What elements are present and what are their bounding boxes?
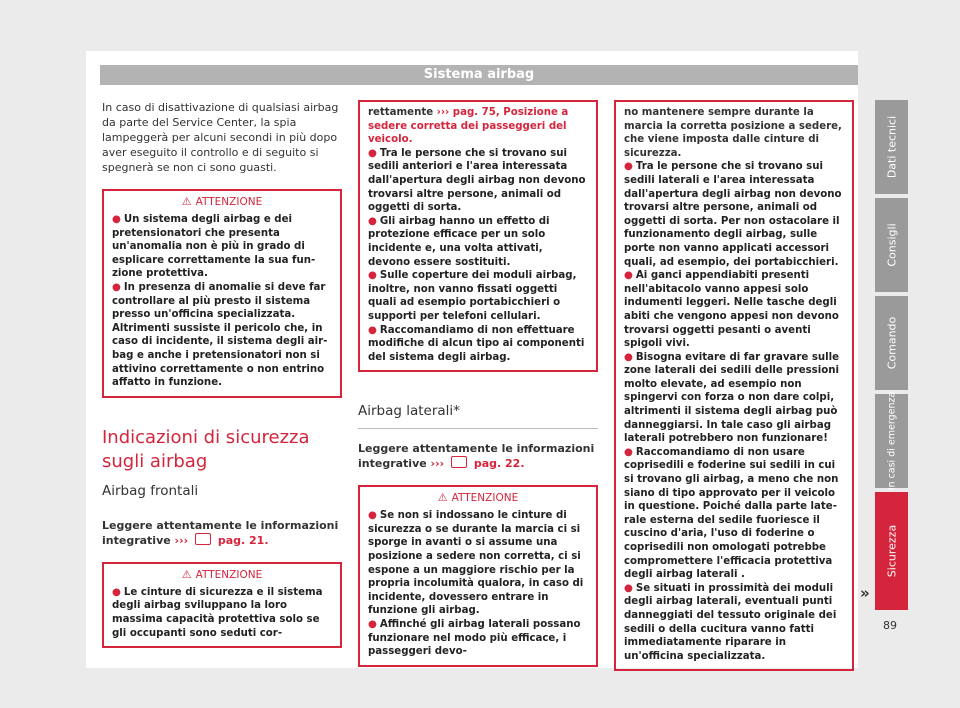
bullet-icon: ● <box>368 619 377 631</box>
bullet-icon: ● <box>624 582 633 594</box>
bullet-icon: ● <box>624 161 633 173</box>
warning-item-text: Se non si indossano le cinture di sicurezza o se durante la marcia ci si sporge in avanti o si assume una posizione a sedere non corretta, ci si espone a un maggiore rischio per la propria incolumità qualora, in caso di incidente, dovessero entrare in funzione gli airbag. <box>368 510 584 617</box>
divider <box>358 428 598 429</box>
warning-item <box>368 324 588 365</box>
warning-continuation-box <box>614 100 854 671</box>
warning-item-text: Bisogna evitare di far gravare sulle zone laterali dei sedili delle pressioni molto elevate, ad esempio non spingervi con forza o non dare colpi, altrimenti il sistema degli airbag può danneggiarsi. In tale caso gli airbag laterali potrebbero non funzionare! <box>624 351 840 445</box>
warning-item-text: Sulle coperture dei moduli airbag, inoltre, non vanno fissati oggetti quali ad esempio portabicchieri o supporti per telefoni cellulari. <box>368 270 577 322</box>
warning-item <box>624 351 844 446</box>
continuation-label: rettamente <box>368 107 434 118</box>
warning-item <box>368 147 588 215</box>
bullet-icon: ● <box>112 281 121 293</box>
warning-item-text: Gli airbag hanno un effetto di protezione efficace per un solo incidente e, una volta attivati, devono essere sostituiti. <box>368 215 550 268</box>
side-tab-label: Consigli <box>885 223 898 267</box>
bullet-icon: ● <box>112 586 121 598</box>
side-tab-label: Sicurezza <box>885 524 898 578</box>
warning-item-text: Raccomandiamo di non usare coprisedili e foderine sui sedili in cui si trovano gli airbag, a meno che non siano di tipo approvato per il veicolo in questione. Poiché dalla parte laterale esterna del sedile fuoriesce il cuscino d'aria, l'uso di foderine o coprisedili non omologati potrebbe compromettere l'efficacia protettiva degli airbag laterali . <box>624 446 839 581</box>
reference-link[interactable]: ››› pag. 75, Posizione a sedere corretta dei passeggeri del veicolo. <box>368 107 569 146</box>
warning-item <box>368 269 588 323</box>
bullet-icon: ● <box>624 351 633 363</box>
warning-title: ATTENZIONE <box>451 492 519 505</box>
warning-item-text: Le cinture di sicurezza e il sistema degli airbag sviluppano la loro massima capacità protettiva solo se gli occupanti sono seduti cor- <box>112 586 323 639</box>
book-icon <box>195 533 211 545</box>
bullet-icon: ● <box>368 270 377 282</box>
continuation-text <box>368 106 588 147</box>
reference-page-link[interactable]: pag. 21. <box>217 533 269 547</box>
page-header: Sistema airbag <box>100 65 858 85</box>
warning-icon: ⚠ <box>181 195 192 208</box>
subsection-title: Airbag laterali* <box>358 403 460 420</box>
warning-box <box>358 485 598 667</box>
warning-item-text: Un sistema degli airbag e dei pretensionatori che presenta un'anomalia non è più in grado di esplicare correttamente la sua funzione protettiva. <box>112 214 316 280</box>
side-tab-label: Comando <box>885 316 898 370</box>
warning-item <box>368 215 588 269</box>
warning-item-text: Se situati in prossimità dei moduli degli airbag laterali, eventuali punti danneggiati del tessuto originale dei sedili o della cucitura vanno fatti immediatamente riparare in un'officina specializzata. <box>624 582 837 662</box>
warning-title: ATTENZIONE <box>195 568 263 581</box>
side-tab-comando[interactable] <box>875 296 908 390</box>
column-2 <box>358 100 598 667</box>
reference-text <box>102 518 342 548</box>
bullet-icon: ● <box>368 510 377 522</box>
warning-item-text: Raccomandiamo di non effettuare modifiche di alcun tipo ai componenti del sistema degli airbag. <box>368 324 585 363</box>
intro-text: In caso di disattivazione di qualsiasi airbag da parte del Service Center, la spia lampeggerà per alcuni secondi in più dopo aver eseguito il controllo e di seguito si spegnerà se non ci sono guasti. <box>102 101 339 174</box>
warning-icon: ⚠ <box>437 491 448 505</box>
reference-arrows: ››› <box>430 457 445 471</box>
warning-item-text: Tra le persone che si trovano sui sedili anteriori e l'area interessata dall'apertura degli airbag non devono trovarsi altre persone, animali od oggetti di sorta. <box>368 147 586 214</box>
warning-item <box>112 213 332 281</box>
reference-label: Leggere attentamente le informazioni integrative <box>358 442 595 471</box>
warning-title: ATTENZIONE <box>195 196 263 208</box>
bullet-icon: ● <box>112 214 121 225</box>
bullet-icon: ● <box>368 324 377 336</box>
warning-item <box>624 160 844 269</box>
warning-item <box>624 269 844 351</box>
warning-item <box>368 509 588 618</box>
side-tab-emergenza[interactable] <box>875 391 908 491</box>
reference-page-link[interactable]: pag. 22. <box>473 457 525 471</box>
warning-header <box>104 564 340 584</box>
warning-box <box>102 562 342 648</box>
continuation-text: no mantenere sempre durante la marcia la corretta posizione a sedere, che viene imposta dalle cinture di sicurezza. <box>624 107 842 159</box>
warning-box <box>102 189 342 398</box>
book-icon <box>451 456 467 468</box>
warning-item-text: Ai ganci appendiabiti presenti nell'abitacolo vanno appesi solo indumenti leggeri. Nelle tasche degli abiti che vengono appesi non devono trovarsi oggetti pesanti o aventi spigoli vivi. <box>624 270 839 350</box>
column-3 <box>614 100 854 671</box>
subsection-title: Airbag frontali <box>102 482 199 499</box>
reference-arrows: ››› <box>174 533 189 547</box>
warning-item <box>624 446 844 582</box>
reference-text <box>358 441 598 471</box>
side-tab-label: Dati tecnici <box>885 115 898 179</box>
continue-arrow-icon: » <box>860 584 870 602</box>
warning-item <box>112 586 332 640</box>
warning-header <box>360 487 596 507</box>
bullet-icon: ● <box>624 270 633 282</box>
column-1 <box>102 100 342 648</box>
page-number: 89 <box>883 619 897 632</box>
warning-continuation-box <box>358 100 598 372</box>
warning-header <box>104 191 340 211</box>
section-title: Indicazioni di sicurezza sugli airbag <box>102 426 310 472</box>
side-tab-label: In casi di emergenza <box>886 391 897 491</box>
warning-icon: ⚠ <box>181 567 192 581</box>
warning-item <box>368 618 588 659</box>
warning-item <box>624 582 844 664</box>
side-tab-sicurezza[interactable] <box>875 492 908 610</box>
warning-item-text: Affinché gli airbag laterali possano funzionare nel modo più efficace, i passeggeri devo- <box>368 619 581 658</box>
warning-item <box>112 281 332 390</box>
bullet-icon: ● <box>368 147 377 159</box>
reference-label: Leggere attentamente le informazioni integrative <box>102 518 339 547</box>
side-tab-dati-tecnici[interactable] <box>875 100 908 194</box>
side-tab-consigli[interactable] <box>875 198 908 292</box>
bullet-icon: ● <box>624 446 633 458</box>
warning-item-text: Tra le persone che si trovano sui sedili laterali e l'area interessata dall'apertura degli airbag non devono trovarsi altre persone, animali od oggetti di sorta. Per non ostacolare il funzionamento degli airbag, sulle porte non vanno applicati accessori quali, ad esempio, dei portabicchieri. <box>624 161 842 268</box>
warning-item-text: In presenza di anomalie si deve far controllare al più presto il sistema presso un'officina specializzata. Altrimenti sussiste il pericolo che, in caso di incidente, il sistema degli airbag e anche i pretensionatori non si attivino correttamente o non entrino affatto in funzione. <box>112 281 328 389</box>
bullet-icon: ● <box>368 215 377 227</box>
